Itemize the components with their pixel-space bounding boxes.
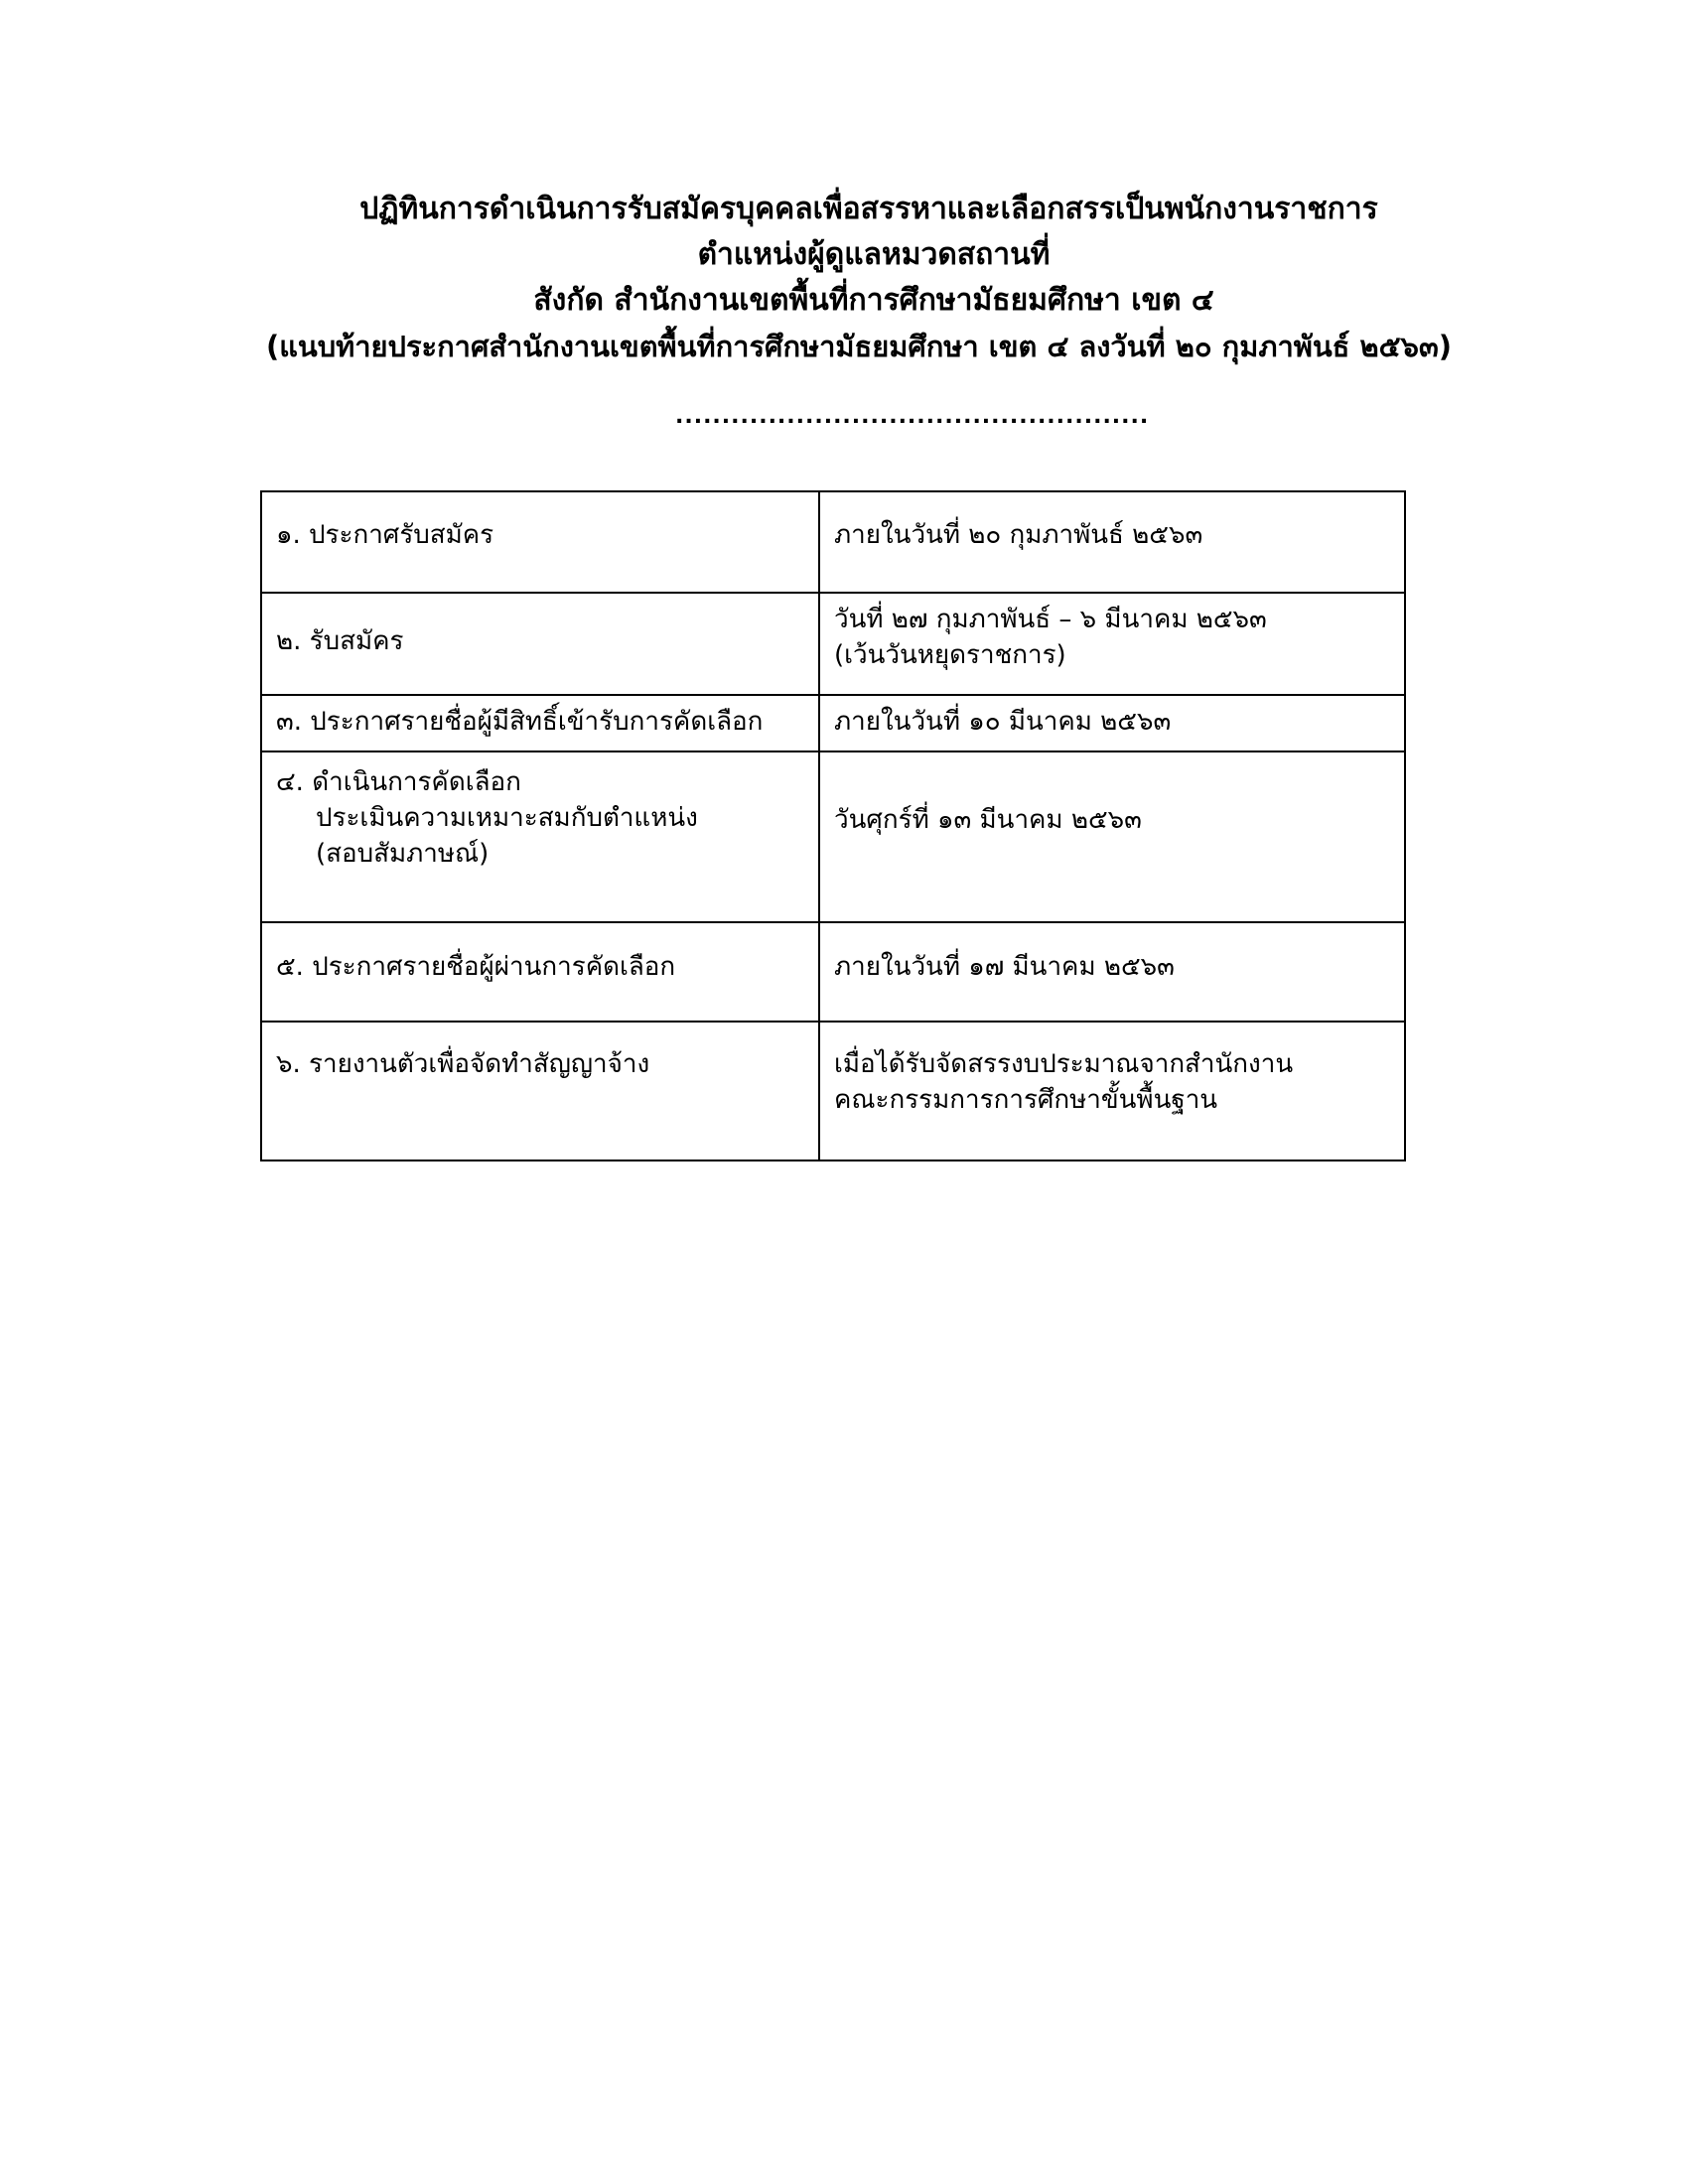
date-text: คณะกรรมการการศึกษาขั้นพื้นฐาน <box>834 1085 1218 1115</box>
table-row <box>261 593 1405 695</box>
date-text: ภายในวันที่ ๑๗ มีนาคม ๒๕๖๓ <box>834 952 1175 982</box>
dotted-separator: ................................................... <box>675 404 1150 429</box>
step-text: ๕. ประกาศรายชื่อผู้ผ่านการคัดเลือก <box>276 952 676 982</box>
step-text-detail: ประเมินความเหมาะสมกับตำแหน่ง <box>316 803 698 833</box>
step-cell <box>261 593 819 695</box>
date-cell <box>819 593 1405 695</box>
date-cell <box>819 695 1405 751</box>
date-cell <box>819 922 1405 1022</box>
step-cell <box>261 1022 819 1160</box>
date-text: วันศุกร์ที่ ๑๓ มีนาคม ๒๕๖๓ <box>834 805 1142 835</box>
step-cell <box>261 751 819 922</box>
table-row <box>261 491 1405 593</box>
office-affiliation: สังกัด สำนักงานเขตพื้นที่การศึกษามัธยมศึกษา เขต ๔ <box>533 283 1214 318</box>
annex-reference: (แนบท้ายประกาศสำนักงานเขตพื้นที่การศึกษามัธยมศึกษา เขต ๔ ลงวันที่ ๒๐ กุมภาพันธ์ ๒๕๖๓) <box>265 330 1453 363</box>
step-text: ๓. ประกาศรายชื่อผู้มีสิทธิ์เข้ารับการคัดเลือก <box>276 707 764 737</box>
step-text-detail: (สอบสัมภาษณ์) <box>316 839 490 869</box>
document-title: ปฏิทินการดำเนินการรับสมัครบุคคลเพื่อสรรหาและเลือกสรรเป็นพนักงานราชการ <box>359 192 1378 226</box>
table-row <box>261 1022 1405 1160</box>
date-text: ภายในวันที่ ๒๐ กุมภาพันธ์ ๒๕๖๓ <box>834 520 1203 550</box>
date-cell <box>819 1022 1405 1160</box>
step-text: ๔. ดำเนินการคัดเลือก <box>276 767 521 797</box>
position-title: ตำแหน่งผู้ดูแลหมวดสถานที่ <box>697 237 1051 272</box>
step-cell <box>261 491 819 593</box>
date-text: ภายในวันที่ ๑๐ มีนาคม ๒๕๖๓ <box>834 707 1172 737</box>
date-text: วันที่ ๒๗ กุมภาพันธ์ – ๖ มีนาคม ๒๕๖๓ <box>834 605 1267 634</box>
step-cell <box>261 695 819 751</box>
date-note: (เว้นวันหยุดราชการ) <box>834 640 1066 670</box>
date-cell <box>819 491 1405 593</box>
schedule-table <box>260 490 1406 1161</box>
step-text: ๒. รับสมัคร <box>276 626 404 656</box>
table-row <box>261 751 1405 922</box>
step-text: ๑. ประกาศรับสมัคร <box>276 520 494 550</box>
table-row <box>261 695 1405 751</box>
step-text: ๖. รายงานตัวเพื่อจัดทำสัญญาจ้าง <box>276 1049 650 1079</box>
date-cell <box>819 751 1405 922</box>
document-header <box>0 187 1688 369</box>
step-cell <box>261 922 819 1022</box>
table-row <box>261 922 1405 1022</box>
date-text: เมื่อได้รับจัดสรรงบประมาณจากสำนักงาน <box>834 1049 1294 1079</box>
